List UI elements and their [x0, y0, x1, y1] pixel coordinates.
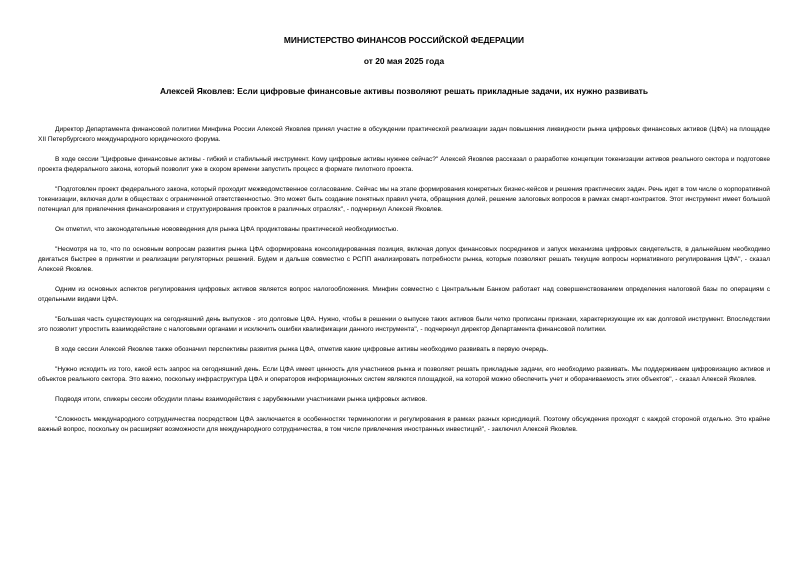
article-body	[38, 125, 770, 445]
paragraph-1: Директор Департамента финансовой политики Минфина России Алексей Яковлев принял участие в обсуждении практической реализации задач повышения ликвидности рынка цифровых финансовых активов (ЦФА) на площадке XII Петербургского международного юридического форума.	[38, 126, 770, 143]
document-date: от 20 мая 2025 года	[363, 56, 445, 66]
paragraph-8: В ходе сессии Алексей Яковлев также обозначил перспективы развития рынка ЦФА, отметив какие цифровые активы необходимо развивать в первую очередь.	[55, 346, 549, 353]
article-title: Алексей Яковлев: Если цифровые финансовые активы позволяют решать прикладные задачи, их нужно развивать	[159, 86, 649, 96]
ministry-heading: МИНИСТЕРСТВО ФИНАНСОВ РОССИЙСКОЙ ФЕДЕРАЦИИ	[283, 35, 525, 45]
paragraph-3: "Подготовлен проект федерального закона, который проходит межведомственное согласование. Сейчас мы на этапе формирования конкретных бизнес-кейсов и решения практических задач. Речь идет в том числе о корпоративной токенизации, включая доли в обществах с ограниченной ответственностью. Это может быть создание понятных правил учета, обращения долей, решение залоговых вопросов в рамках смарт-контрактов. Этот инструмент имеет большой потенциал для привлечения финансирования и структурирования проектов в различных отраслях", - подчеркнул Алексей Яковлев.	[38, 186, 770, 213]
paragraph-11: "Сложность международного сотрудничества посредством ЦФА заключается в особенностях терминологии и регулирования в рамках разных юрисдикций. Поэтому обсуждения проходят с каждой стороной отдельно. Это крайне важный вопрос, поскольку он расширяет возможности для международного сотрудничества, в том числе привлечения иностранных инвестиций", - заключил Алексей Яковлев.	[38, 416, 770, 433]
paragraph-5: "Несмотря на то, что по основным вопросам развития рынка ЦФА сформирована консолидированная позиция, включая допуск финансовых посредников и запуск механизма цифровых свидетельств, в дальнейшем необходимо двигаться быстрее в принятии и реализации регуляторных решений. Будем и дальше совместно с РСПП анализировать потребности рынка, которые позволяют решать текущие вопросы нормативного регулирования ЦФА", - сказал Алексей Яковлев.	[38, 246, 770, 273]
paragraph-2: В ходе сессии "Цифровые финансовые активы - гибкий и стабильный инструмент. Кому цифровые активы нужнее сейчас?" Алексей Яковлев рассказал о разработке концепции токенизации активов реального сектора и подготовке проекта федерального закона, который позволит уже в скором времени запустить процесс в формате пилотного проекта.	[38, 156, 770, 173]
paragraph-9: "Нужно исходить из того, какой есть запрос на сегодняшний день. Если ЦФА имеет ценность для участников рынка и позволяет решать прикладные задачи, его необходимо развивать. Мы поддерживаем цифровизацию активов и объектов реального сектора. Это важно, поскольку инфраструктура ЦФА и операторов информационных систем являются площадкой, на которой можно обеспечить учет и оборачиваемость этих объектов", - сказал Алексей Яковлев.	[38, 366, 770, 383]
paragraph-6: Одним из основных аспектов регулирования цифровых активов является вопрос налогообложения. Минфин совместно с Центральным Банком работает над совершенствованием определения налоговой базы по операциям с отдельными видами ЦФА.	[38, 286, 770, 303]
paragraph-4: Он отметил, что законодательные нововведения для рынка ЦФА продиктованы практической необходимостью.	[55, 226, 399, 233]
paragraph-7: "Большая часть существующих на сегодняшний день выпусков - это долговые ЦФА. Нужно, чтобы в решении о выпуске таких активов были четко прописаны признаки, характеризующие их как долговой инструмент. Впоследствии это позволит упростить взаимодействие с налоговыми органами и исключить ошибки квалификации данного инструмента", - подчеркнул директор Департамента финансовой политики.	[38, 316, 770, 333]
paragraph-10: Подводя итоги, спикеры сессии обсудили планы взаимодействия с зарубежными участниками рынка цифровых активов.	[55, 396, 428, 403]
